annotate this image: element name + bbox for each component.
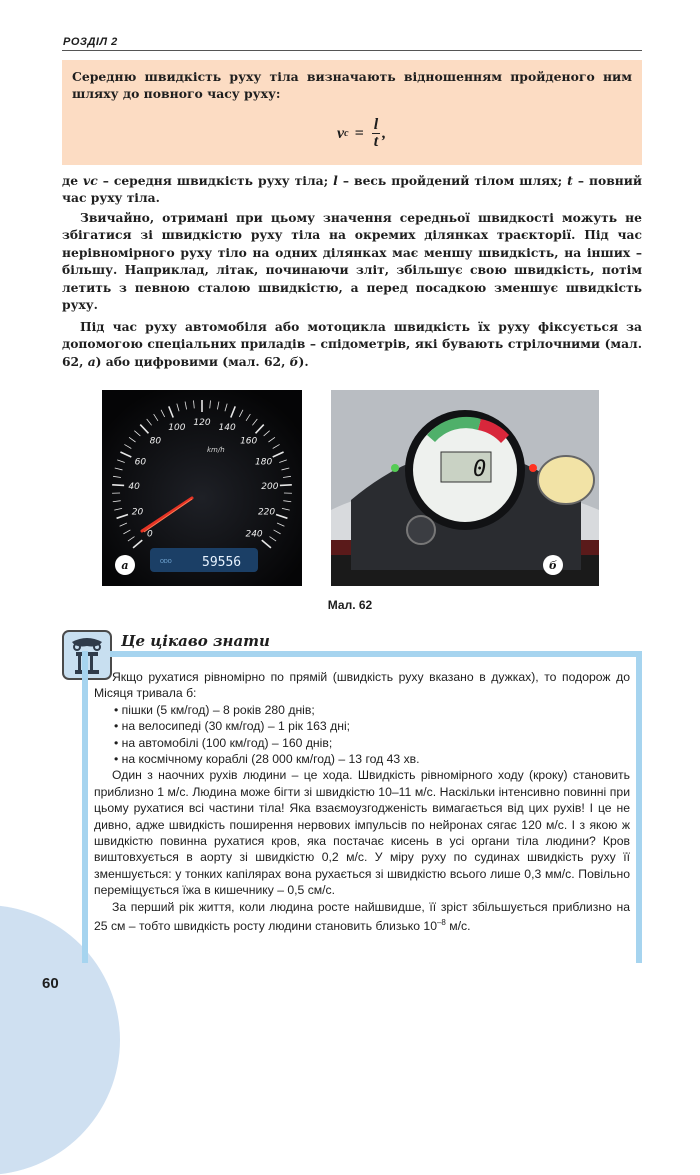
dial-label: 160: [240, 437, 257, 447]
list-item: • на космічному кораблі (28 000 км/год) – 13 год 43 хв.: [114, 751, 630, 767]
photo-digital-speedometer: [331, 390, 599, 586]
definition-text: Середню швидкість руху тіла визначають відношенням пройденого ним шляху до повного часу руху:: [72, 68, 632, 102]
figure-ref-b: б: [290, 354, 299, 369]
formula-fraction: [372, 117, 380, 150]
photo-a-label: а: [121, 559, 128, 572]
dial-label: 100: [168, 423, 185, 433]
photo-analog-speedometer: [102, 390, 302, 586]
page-number: 60: [42, 975, 59, 992]
formula-numerator: l: [372, 117, 380, 134]
digital-speed-value: 0: [473, 457, 486, 482]
dial-label: 0: [147, 530, 153, 540]
info-box-title: Це цікаво знати: [121, 632, 270, 650]
speed-unit: km/h: [207, 446, 225, 454]
analog-speedometer-image: [102, 390, 302, 586]
symbol-t: t: [567, 173, 573, 188]
ignition-lock: [407, 516, 435, 544]
formula-comma: ,: [382, 125, 386, 143]
info-frame-top: [110, 651, 642, 657]
digital-dashboard-image: [331, 390, 599, 586]
info-paragraph-walking: Один з наочних рухів людини – це хода. Швидкість рівномірного ходу (кроку) становить приблизно 1 м/с. Людина може бігти зі швидкістю 10–11 м/с. Наскільки інтенсивно повинні при цьому рухатися всі частини тіла! Яка взаємоузгодженість вимагається від цих рухів! І це не дивно, адже швидкість поширення нервових імпульсів по нейронах сягає 120 м/с. І з якою ж швидкістю повинна рухатися кров, яка постачає кисень в усі органи тіла людини? Кров виштовхується в аорту зі швидкістю 0,2 м/с. У міру руху по судинах швидкість руху її зменшується: у тонких капілярах вона рухається зі швидкістю всього лише 0,3 мм/с. Повільно переміщується їжа в кишечнику – 0,5 см/с.: [94, 767, 630, 898]
dial-label: 240: [245, 530, 262, 540]
info-intro: Якщо рухатися рівномірно по прямій (швидкість руху вказано в дужках), то подорож до Місяця тривала б:: [94, 669, 630, 702]
figure-caption: Мал. 62: [0, 598, 700, 612]
text-run: м/с.: [446, 919, 471, 933]
symbol-l: l: [333, 173, 338, 188]
indicator-light: [391, 464, 399, 472]
section-header: РОЗДІЛ 2: [63, 36, 118, 48]
info-paragraph-growth: [94, 899, 630, 935]
warning-light: [529, 464, 537, 472]
text-run: Під час руху автомобіля або мотоцикла швидкість їх руху фіксується за допомогою спеціальних приладів – спідометрів, які бувають стрілочними (мал. 62,: [62, 319, 642, 369]
text-run: де: [62, 173, 83, 188]
dial-label: 40: [128, 482, 140, 492]
text-run: ).: [299, 354, 309, 369]
symbol-v: vс: [83, 173, 98, 188]
text-run: За перший рік життя, коли людина росте найшвидше, її зріст збільшується приблизно на 25 см – тобто швидкість росту людини становить близько 10: [94, 900, 630, 933]
odometer-label: ODO: [160, 559, 172, 565]
odometer-value: 59556: [202, 555, 241, 570]
dial-label: 80: [150, 437, 162, 447]
dial-label: 140: [219, 423, 236, 433]
text-run: ) або цифровими (мал. 62,: [96, 354, 290, 369]
formula-lhs: v: [337, 125, 344, 143]
dial-label: 120: [193, 418, 210, 428]
fluid-reservoir: [538, 456, 594, 504]
formula-denominator: t: [374, 134, 378, 150]
text-run: – середня швидкість руху тіла;: [98, 173, 333, 188]
paragraph-legend: [62, 172, 642, 207]
trip-list: [94, 702, 630, 768]
list-item: • на автомобілі (100 км/год) – 160 днів;: [114, 735, 630, 751]
paragraph-nonuniform-motion: Звичайно, отримані при цьому значення середньої швидкості можуть не збігатися зі швидкістю руху тіла на окремих ділянках траєкторії. Під час нерівномірного руху тіло на одних ділянках має меншу швидкість, на інших – більшу. Наприклад, літак, починаючи зліт, збільшує свою швидкість, потім летить з певною сталою швидкістю, а перед посадкою зменшує швидкість руху.: [62, 209, 642, 313]
text-run: – весь пройдений тілом шлях;: [338, 173, 567, 188]
photo-b-label: б: [549, 559, 557, 572]
info-box-text: [94, 669, 630, 935]
dial-label: 20: [132, 507, 144, 517]
dial-major-tick: [280, 485, 292, 486]
list-item: • пішки (5 км/год) – 8 років 280 днів;: [114, 702, 630, 718]
formula-equals: =: [355, 125, 364, 143]
dial-label: 200: [261, 482, 278, 492]
dial-label: 180: [255, 457, 272, 467]
average-speed-formula: [337, 117, 386, 150]
dial-major-tick: [112, 485, 124, 486]
corner-decoration: [0, 905, 120, 1175]
figure-ref-a: а: [88, 354, 96, 369]
list-item: • на велосипеді (30 км/год) – 1 рік 163 дні;: [114, 718, 630, 734]
text-run: – повний час руху тіла.: [62, 173, 642, 205]
info-frame-right: [636, 651, 642, 963]
exponent: –8: [437, 918, 446, 927]
info-frame-left: [82, 651, 88, 963]
dial-label: 60: [135, 457, 147, 467]
definition-box: [62, 60, 642, 165]
dial-label: 220: [258, 507, 275, 517]
formula-subscript: c: [344, 128, 348, 139]
paragraph-speedometers: [62, 318, 642, 370]
header-rule: [62, 50, 642, 51]
